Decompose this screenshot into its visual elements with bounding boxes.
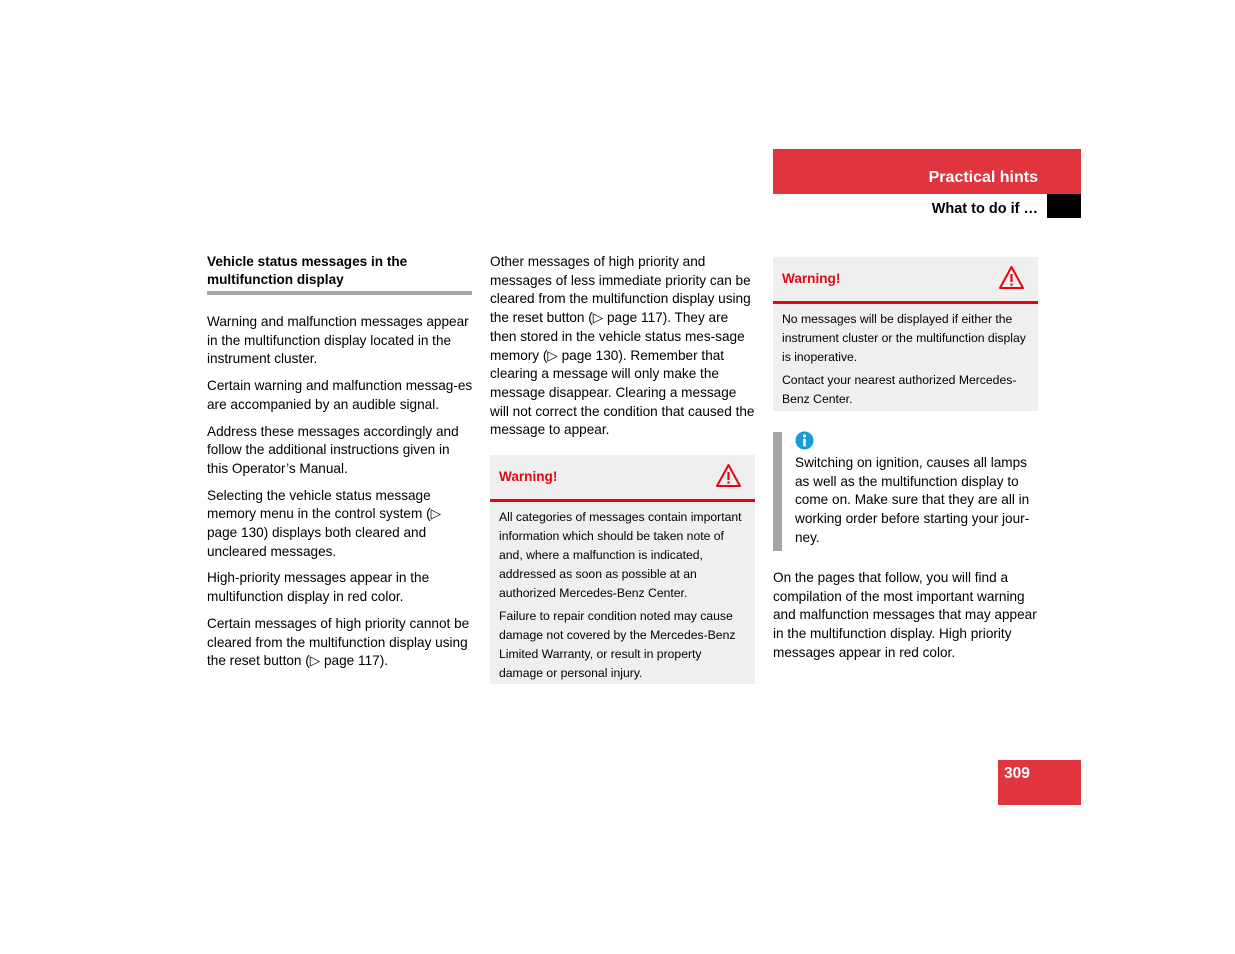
paragraph: Certain messages of high priority cannot be cleared from the multifunction display using the reset button (▷ page 117). <box>207 615 470 669</box>
thumb-tab-marker <box>1047 194 1081 218</box>
paragraph: High-priority messages appear in the multifunction display in red color. <box>207 570 430 605</box>
warning-header <box>773 257 1038 304</box>
paragraph: Selecting the vehicle status message memory menu in the control system (▷ page 130) displays both cleared and uncleared messages. <box>207 487 442 559</box>
info-note <box>795 454 1043 556</box>
column-left <box>207 253 473 679</box>
section-title: Practical hints <box>928 169 1038 186</box>
warning-triangle-icon <box>715 463 742 488</box>
paragraph: On the pages that follow, you will find a compilation of the most important warning and malfunction messages that may appear in the multifunction display. High priority messages appear in red color. <box>773 570 1037 660</box>
warning-body <box>490 502 755 691</box>
warning-header <box>490 455 755 502</box>
warning-body <box>773 304 1038 417</box>
warning-label: Warning! <box>782 271 841 286</box>
warning-paragraph: Contact your nearest authorized Mercedes-Benz Center. <box>782 373 1017 406</box>
column-middle <box>490 253 756 448</box>
warning-box <box>490 455 755 684</box>
info-note-bar <box>773 432 782 551</box>
warning-paragraph: All categories of messages contain important information which should be taken note of and, where a malfunction is indicated, addressed as soon as possible at an authorized Mercedes-Benz Center. <box>499 510 742 600</box>
heading-underline <box>207 291 472 295</box>
info-note-text: Switching on ignition, causes all lamps as well as the multifunction display to come on. Make sure that they are all in working order before starting your jour-ney. <box>795 455 1030 545</box>
column-right <box>773 569 1039 671</box>
section-heading: Vehicle status messages in the multifunction display <box>207 254 408 287</box>
paragraph: Certain warning and malfunction messag-es are accompanied by an audible signal. <box>207 378 473 412</box>
warning-paragraph: No messages will be displayed if either the instrument cluster or the multifunction display is inoperative. <box>782 312 1026 364</box>
warning-box <box>773 257 1038 411</box>
paragraph: Address these messages accordingly and follow the additional instructions given in this Operator’s Manual. <box>207 423 459 476</box>
warning-triangle-icon <box>998 265 1025 290</box>
paragraph: Warning and malfunction messages appear in the multifunction display located in the instrument cluster. <box>207 314 469 367</box>
sub-section-title: What to do if … <box>931 201 1038 217</box>
warning-label: Warning! <box>499 469 558 484</box>
paragraph: Other messages of high priority and messages of less immediate priority can be cleared from the multifunction display using the reset button (▷ page 117). They are then stored in the vehicle status mes-sage memory (▷ page 130). Remember that clearing a message will only make the message disappear. Clearing a message will not correct the condition that caused the message to appear. <box>490 254 755 438</box>
info-icon <box>795 431 814 450</box>
page-number: 309 <box>1004 765 1030 782</box>
warning-paragraph: Failure to repair condition noted may cause damage not covered by the Mercedes-Benz Limited Warranty, or result in property damage or personal injury. <box>499 609 736 680</box>
